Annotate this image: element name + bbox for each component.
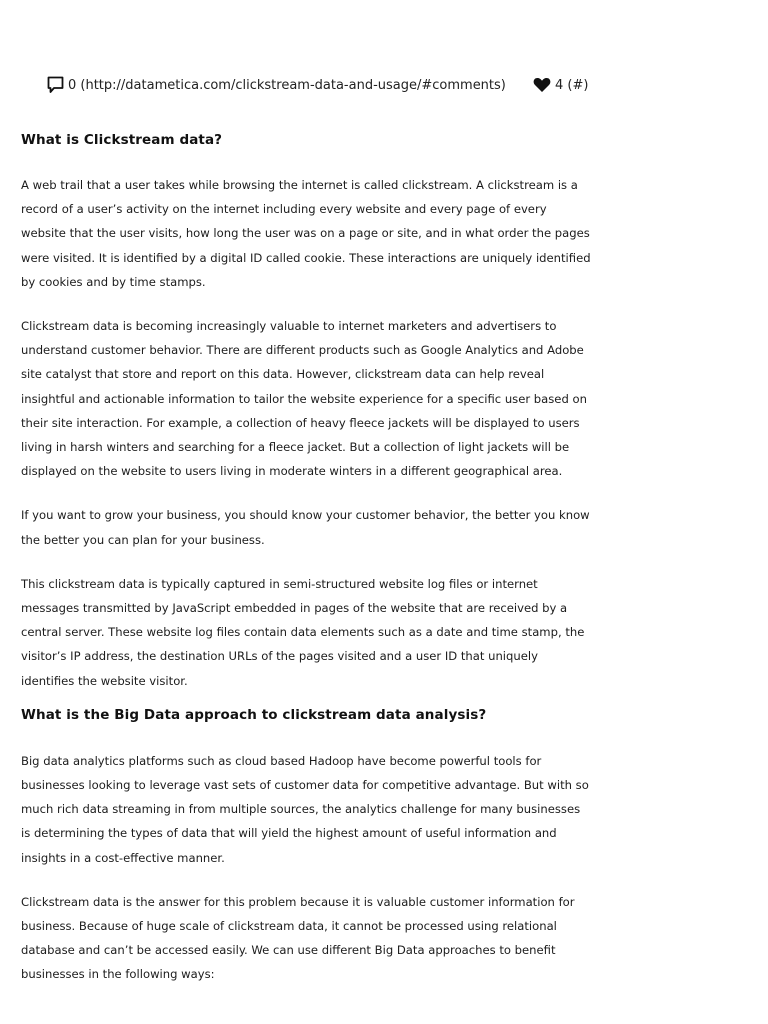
section-heading-clickstream: What is Clickstream data?: [21, 132, 223, 148]
comment-icon[interactable]: [47, 76, 64, 94]
paragraph-4: This clickstream data is typically captured in semi-structured website log files or internet messages transmitted by JavaScript embedded in pages of the website that are received by a central server. These website log files contain data elements such as a date and time stamp, the visitor’s IP address, the destination URLs of the pages visited and a user ID that uniquely identifies the website visitor.: [21, 576, 585, 688]
paragraph-2: Clickstream data is becoming increasingly valuable to internet marketers and advertisers to understand customer behavior. There are different products such as Google Analytics and Adobe site catalyst that store and report on this data. However, clickstream data can help reveal insightful and actionable information to tailor the website experience for a specific user based on their site interaction. For example, a collection of heavy fleece jackets will be displayed to users living in harsh winters and searching for a fleece jacket. But a collection of light jackets will be displayed on the website to users living in moderate winters in a different geographical area.: [21, 319, 587, 479]
paragraph-3: If you want to grow your business, you should know your customer behavior, the better you know the better you can plan for your business.: [21, 508, 590, 547]
article-content: [21, 129, 591, 987]
section-heading-big-data: What is the Big Data approach to clickstream data analysis?: [21, 706, 487, 723]
comments-link[interactable]: 0 (http://datametica.com/clickstream-data-and-usage/#comments): [68, 77, 506, 93]
paragraph-5: Big data analytics platforms such as cloud based Hadoop have become powerful tools for businesses looking to leverage vast sets of customer data for competitive advantage. But with so much rich data streaming in from multiple sources, the analytics challenge for many businesses is determining the types of data that will yield the highest amount of useful information and insights in a cost-effective manner.: [21, 753, 589, 865]
paragraph-6: Clickstream data is the answer for this problem because it is valuable customer information for business. Because of huge scale of clickstream data, it cannot be processed using relational database and can’t be accessed easily. We can use different Big Data approaches to benefit businesses in the following ways:: [21, 894, 575, 982]
paragraph-1: A web trail that a user takes while browsing the internet is called clickstream. A clickstream is a record of a user’s activity on the internet including every website and every page of every website that the user visits, how long the user was on a page or site, and in what order the pages were visited. It is identified by a digital ID called cookie. These interactions are uniquely identified by cookies and by time stamps.: [21, 178, 591, 289]
heart-icon[interactable]: [533, 77, 551, 93]
post-meta-bar: [47, 75, 667, 95]
likes-group[interactable]: [533, 77, 588, 93]
likes-label[interactable]: 4 (#): [555, 77, 589, 93]
